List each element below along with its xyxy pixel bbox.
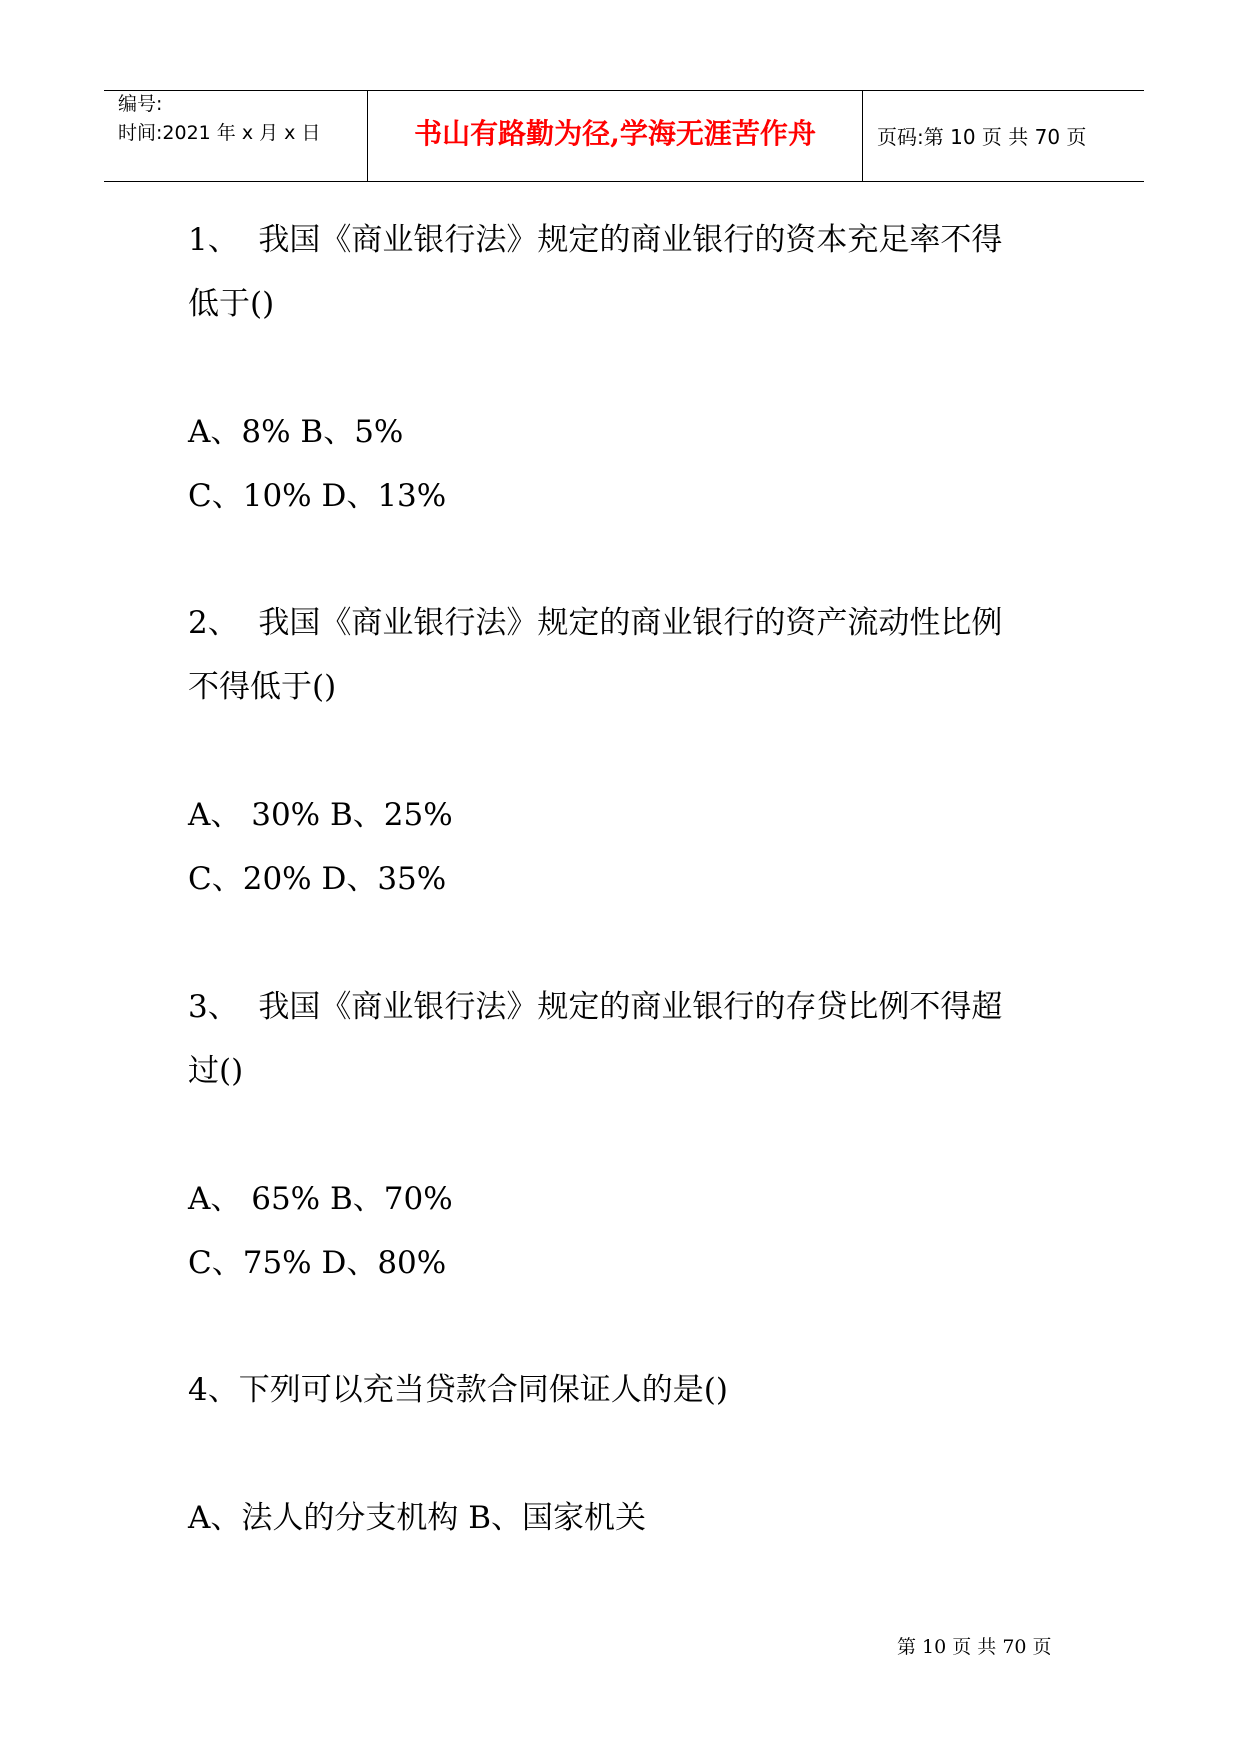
question-2-options-line-2: C、20% D、35% xyxy=(188,861,447,897)
question-1-options-line-2: C、10% D、13% xyxy=(188,478,447,514)
question-1-stem-line-2: 低于() xyxy=(188,286,275,322)
question-3-stem-line-2: 过() xyxy=(188,1053,244,1089)
question-4-options-line-1: A、法人的分支机构 B、国家机关 xyxy=(188,1500,647,1536)
header-page-code: 页码:第 10 页 共 70 页 xyxy=(877,125,1087,149)
question-3-options-line-2: C、75% D、80% xyxy=(188,1245,447,1281)
page-footer-number: 第 10 页 共 70 页 xyxy=(897,1636,1052,1658)
header-meta-cell xyxy=(104,91,368,181)
document-header xyxy=(104,90,1144,182)
header-slogan: 书山有路勤为径,学海无涯苦作舟 xyxy=(414,117,816,150)
header-slogan-cell xyxy=(368,91,863,181)
question-3-options-line-1: A、 65% B、70% xyxy=(188,1181,453,1217)
document-time-label: 时间:2021 年 x 月 x 日 xyxy=(118,122,321,144)
document-code-label: 编号: xyxy=(118,93,163,115)
question-2-stem-line-2: 不得低于() xyxy=(188,669,337,705)
question-2-options-line-1: A、 30% B、25% xyxy=(188,797,453,833)
question-2-stem-line-1: 2、 我国《商业银行法》规定的商业银行的资产流动性比例 xyxy=(188,605,1003,641)
question-4-stem-line-1: 4、下列可以充当贷款合同保证人的是() xyxy=(188,1372,728,1408)
header-page-cell xyxy=(863,91,1144,181)
question-1-stem-line-1: 1、 我国《商业银行法》规定的商业银行的资本充足率不得 xyxy=(188,222,1003,258)
question-1-options-line-1: A、8% B、5% xyxy=(188,414,404,450)
question-3-stem-line-1: 3、 我国《商业银行法》规定的商业银行的存贷比例不得超 xyxy=(188,989,1003,1025)
